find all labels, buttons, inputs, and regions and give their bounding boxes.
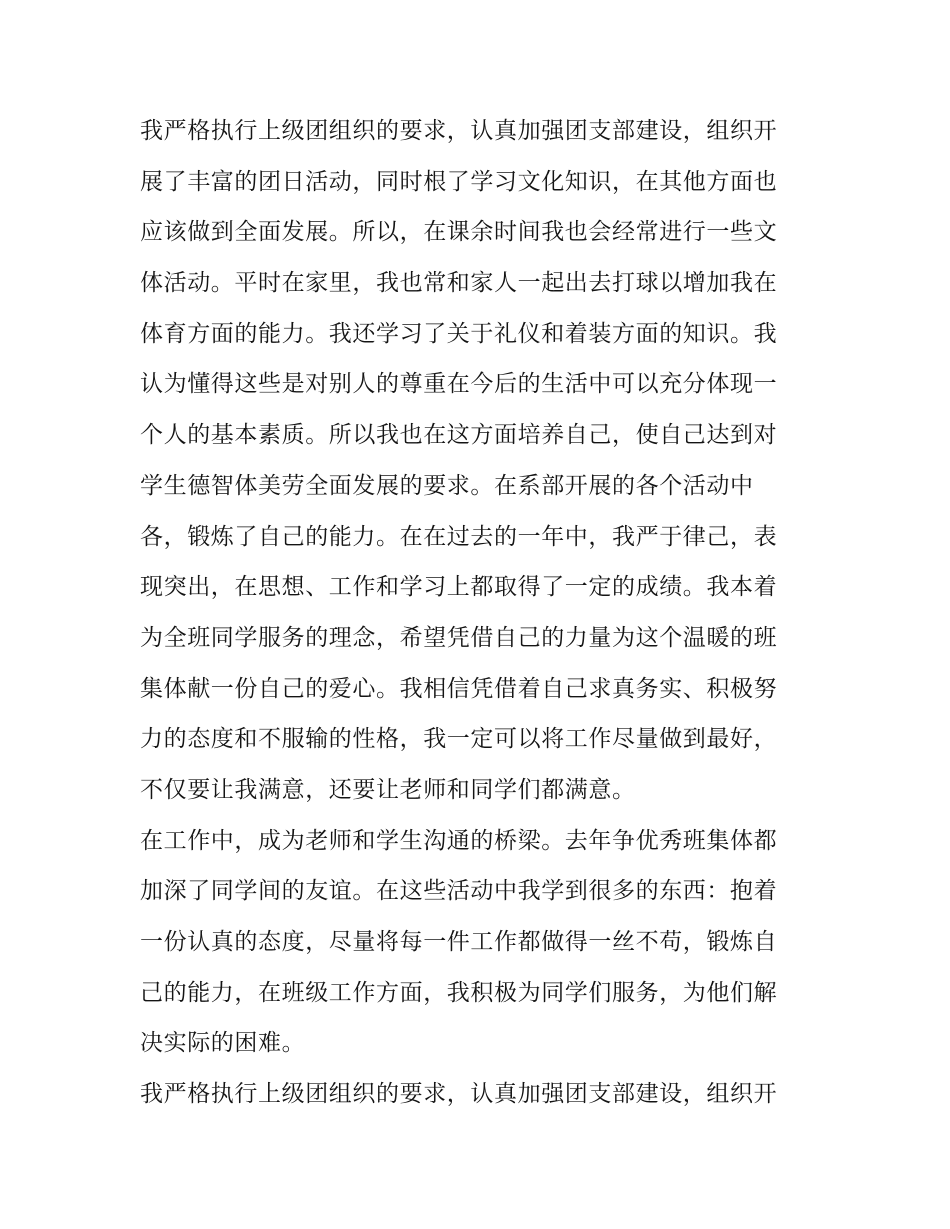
text-line: 我严格执行上级团组织的要求，认真加强团支部建设，组织开 — [140, 118, 778, 144]
text-line: 在工作中，成为老师和学生沟通的桥梁。去年争优秀班集体都 — [140, 827, 778, 854]
text-line: 加深了同学间的友谊。在这些活动中我学到很多的东西：抱着 — [140, 878, 778, 905]
text-line: 一份认真的态度，尽量将每一件工作都做得一丝不苟，锻炼自 — [140, 929, 778, 955]
text-line: 不仅要让我满意，还要让老师和同学们都满意。 — [140, 776, 636, 803]
text-line: 现突出，在思想、工作和学习上都取得了一定的成绩。我本着 — [140, 574, 778, 601]
text-line: 应该做到全面发展。所以，在课余时间我也会经常进行一些文 — [140, 219, 778, 246]
text-line: 力的态度和不服输的性格，我一定可以将工作尽量做到最好， — [140, 726, 778, 753]
text-line: 学生德智体美劳全面发展的要求。在系部开展的各个活动中 — [140, 472, 754, 499]
text-line: 认为懂得这些是对别人的尊重在今后的生活中可以充分体现一 — [140, 371, 778, 398]
text-line: 体育方面的能力。我还学习了关于礼仪和着装方面的知识。我 — [140, 320, 778, 347]
text-line: 集体献一份自己的爱心。我相信凭借着自己求真务实、积极努 — [140, 675, 778, 702]
text-line: 决实际的困难。 — [140, 1030, 306, 1057]
text-line: 体活动。平时在家里，我也常和家人一起出去打球以增加我在 — [140, 270, 778, 297]
text-line: 己的能力，在班级工作方面，我积极为同学们服务，为他们解 — [140, 979, 778, 1006]
body-text — [140, 106, 830, 1120]
text-line: 展了丰富的团日活动，同时根了学习文化知识，在其他方面也 — [140, 168, 778, 195]
text-line: 我严格执行上级团组织的要求，认真加强团支部建设，组织开 — [140, 1081, 778, 1108]
text-line: 个人的基本素质。所以我也在这方面培养自己，使自己达到对 — [140, 422, 778, 449]
text-line: 各，锻炼了自己的能力。在在过去的一年中，我严于律己，表 — [140, 523, 778, 550]
text-line: 为全班同学服务的理念，希望凭借自己的力量为这个温暖的班 — [140, 624, 778, 651]
